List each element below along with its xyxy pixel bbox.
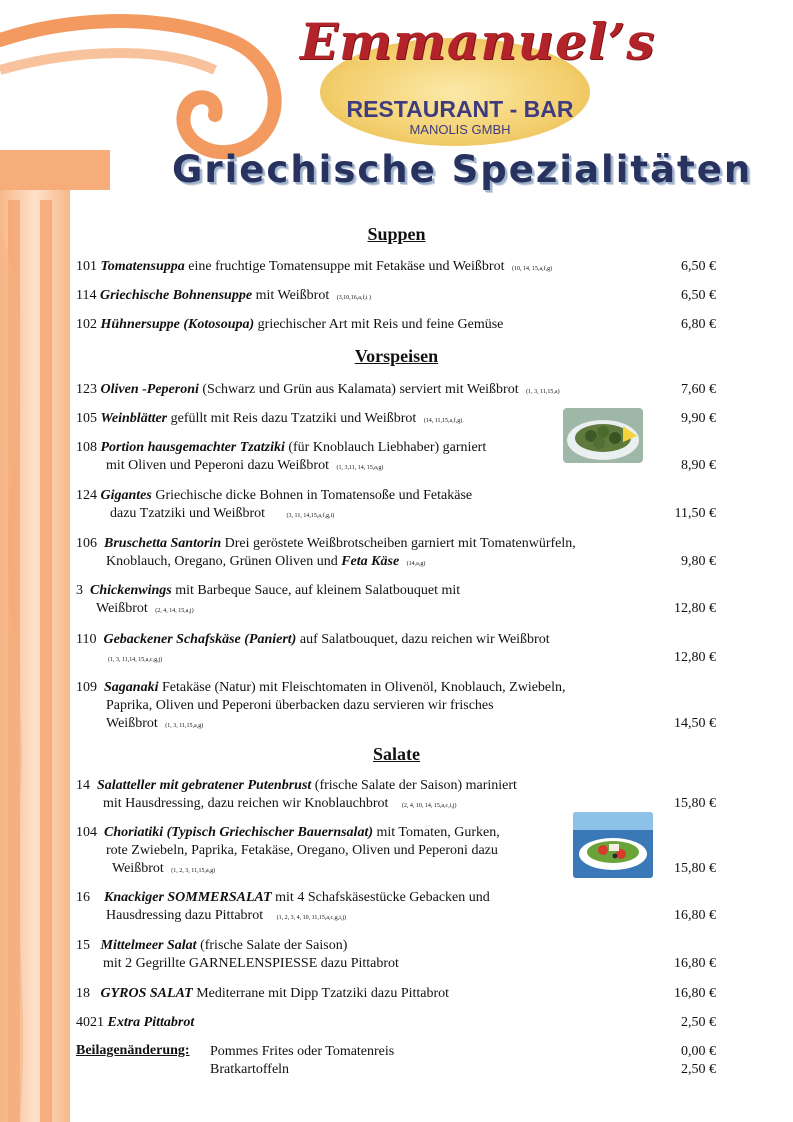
menu-item: [76, 631, 636, 669]
item-price: 16,80 €: [674, 956, 716, 971]
item-name: Saganaki: [104, 680, 159, 695]
item-description: Fetakäse (Natur) mit Fleischtomaten in Olivenöl, Knoblauch, Zwiebeln,: [161, 680, 566, 695]
item-number: 110: [76, 632, 97, 647]
item-description-line2: Hausdressing dazu Pittabrot: [106, 908, 264, 923]
item-description-line3: Weißbrot: [112, 861, 164, 876]
menu-item: [76, 889, 636, 927]
item-allergens: (1, 2, 3, 11,15,a,g): [171, 868, 216, 874]
item-allergens: (14, 11,15,a,f,g): [423, 418, 463, 424]
section-heading-salate: Salate: [373, 744, 420, 764]
item-highlight-feta: Feta Käse: [341, 554, 400, 569]
restaurant-logo: [300, 10, 656, 145]
item-description: eine fruchtige Tomatensuppe mit Fetakäse und Weißbrot: [188, 259, 505, 274]
item-description-line2: mit Oliven und Peperoni dazu Weißbrot: [106, 458, 329, 473]
item-description: griechischer Art mit Reis und feine Gemüse: [257, 317, 504, 332]
brand-company: MANOLIS GMBH: [409, 122, 511, 137]
item-price: 8,90 €: [681, 458, 716, 473]
item-description: Drei geröstete Weißbrotscheiben garniert mit Tomatenwürfeln,: [224, 536, 576, 551]
item-price: 6,50 €: [681, 259, 716, 274]
section-heading-suppen: Suppen: [367, 224, 426, 244]
item-number: 3: [76, 583, 83, 598]
item-allergens: (1, 2, 3, 4, 10, 11,15,a,c,g,i,j): [276, 915, 347, 921]
beilage-price: 0,00 €: [681, 1044, 716, 1059]
beilage-option: Pommes Frites oder Tomatenreis: [210, 1044, 395, 1059]
item-number: 15: [76, 938, 90, 953]
menu-item: [76, 258, 636, 278]
menu-item: [76, 679, 656, 735]
item-price: 7,60 €: [681, 382, 716, 397]
brand-name: Emmanuel’s: [300, 12, 656, 71]
item-price: 6,50 €: [681, 288, 716, 303]
menu-headline: Griechische Spezialitäten: [172, 148, 753, 191]
menu-item: [76, 439, 636, 477]
item-description-line2: Weißbrot: [96, 601, 148, 616]
item-name: Tomatensuppa: [100, 259, 185, 274]
item-name: Gigantes: [100, 488, 152, 503]
item-price: 12,80 €: [674, 650, 716, 665]
item-price: 16,80 €: [674, 908, 716, 923]
item-description: (frische Salate der Saison): [200, 938, 348, 953]
item-name: Gebackener Schafskäse (Paniert): [103, 632, 297, 647]
item-description: (für Knoblauch Liebhaber) garniert: [288, 440, 487, 455]
item-number: 102: [76, 317, 97, 332]
item-number: 4021: [76, 1015, 104, 1030]
item-number: 14: [76, 778, 90, 793]
item-allergens: (1, 3, 11,15,a,g): [165, 723, 204, 729]
item-description-line2: mit 2 Gegrillte GARNELENSPIESSE dazu Pittabrot: [103, 956, 399, 971]
item-allergens: (1, 3,11, 14, 15,a,g): [336, 465, 384, 471]
item-number: 124: [76, 488, 97, 503]
item-price: 15,80 €: [674, 796, 716, 811]
item-description: (frische Salate der Saison) mariniert: [314, 778, 517, 793]
item-allergens: (10, 14, 15,a,f,g): [511, 266, 553, 272]
item-number: 108: [76, 440, 97, 455]
item-number: 123: [76, 382, 97, 397]
item-description: Griechische dicke Bohnen in Tomatensoße und Fetakäse: [155, 488, 473, 503]
item-price: 12,80 €: [674, 601, 716, 616]
item-name: Portion hausgemachter Tzatziki: [100, 440, 285, 455]
item-number: 16: [76, 890, 90, 905]
item-name: Salatteller mit gebratener Putenbrust: [97, 778, 312, 793]
item-description: (Schwarz und Grün aus Kalamata) serviert mit Weißbrot: [202, 382, 519, 397]
item-number: 18: [76, 986, 90, 1001]
menu-item: [76, 824, 571, 880]
item-price: 2,50 €: [681, 1015, 716, 1030]
item-price: 11,50 €: [674, 506, 716, 521]
item-name: Oliven -Peperoni: [100, 382, 199, 397]
item-allergens: (14,a,g): [406, 561, 426, 567]
item-name: Griechische Bohnensuppe: [99, 288, 253, 303]
item-description: gefüllt mit Reis dazu Tzatziki und Weißbrot: [170, 411, 417, 426]
farmer-salad-photo: [573, 812, 653, 878]
item-allergens: (1, 3, 11,15,a): [526, 389, 560, 395]
item-description: mit 4 Schafskäsestücke Gebacken und: [275, 890, 490, 905]
item-description: mit Barbeque Sauce, auf kleinem Salatbouquet mit: [175, 583, 461, 598]
menu-item: [76, 287, 636, 307]
item-name: Knackiger SOMMERSALAT: [104, 890, 272, 905]
beilage-option: Bratkartoffeln: [210, 1062, 290, 1077]
item-number: 106: [76, 536, 97, 551]
beilagen-label: Beilagenänderung:: [76, 1043, 190, 1058]
item-description: mit Tomaten, Gurken,: [376, 825, 500, 840]
item-description-line2: mit Hausdressing, dazu reichen wir Knoblauchbrot: [103, 796, 389, 811]
item-name: Extra Pittabrot: [107, 1015, 195, 1030]
item-name: Bruschetta Santorin: [104, 536, 222, 551]
item-description-line2: Paprika, Oliven und Peperoni überbacken dazu servieren wir frisches: [106, 698, 494, 713]
item-description-line3: Weißbrot: [106, 716, 158, 731]
item-name: Mittelmeer Salat: [100, 938, 197, 953]
item-allergens: (3,10,16,a,f,i ): [336, 295, 372, 301]
item-price: 16,80 €: [674, 986, 716, 1001]
item-number: 114: [76, 288, 97, 303]
menu-item: [76, 582, 636, 620]
item-description-line2: rote Zwiebeln, Paprika, Fetakäse, Oregano, Oliven und Peperoni dazu: [106, 843, 498, 858]
item-number: 104: [76, 825, 97, 840]
menu-item: [76, 535, 666, 573]
item-allergens: (1, 3, 11,14, 15,a,c,g,j): [108, 657, 163, 663]
menu-item: [76, 316, 636, 334]
item-allergens: (2, 4, 14, 15,a,j): [155, 608, 194, 614]
section-heading-vorspeisen: Vorspeisen: [354, 346, 439, 366]
item-price: 6,80 €: [681, 317, 716, 332]
item-price: 9,80 €: [681, 554, 716, 569]
item-description: Mediterrane mit Dipp Tzatziki dazu Pittabrot: [196, 986, 450, 1001]
item-description-line2: dazu Tzatziki und Weißbrot: [110, 506, 266, 521]
menu-item: [76, 381, 636, 401]
menu-item: [76, 985, 636, 1003]
menu-item: [76, 1014, 636, 1032]
item-number: 101: [76, 259, 97, 274]
item-name: Choriatiki (Typisch Griechischer Bauernsalat): [104, 825, 374, 840]
item-price: 14,50 €: [674, 716, 716, 731]
item-price: 15,80 €: [674, 861, 716, 876]
menu-item: [76, 487, 636, 525]
menu-item: [76, 410, 636, 430]
item-name: GYROS SALAT: [100, 986, 193, 1001]
item-description: auf Salatbouquet, dazu reichen wir Weißbrot: [299, 632, 550, 647]
item-allergens: (3, 11, 14,15,a,f,g,i): [286, 513, 335, 519]
menu-item: [76, 777, 636, 815]
brand-subtitle: RESTAURANT - BAR: [346, 96, 574, 122]
item-description: mit Weißbrot: [255, 288, 330, 303]
item-name: Hühnersuppe (Kotosoupa): [100, 317, 255, 332]
item-price: 9,90 €: [681, 411, 716, 426]
beilage-price: 2,50 €: [681, 1062, 716, 1077]
item-number: 105: [76, 411, 97, 426]
item-description-line2: Knoblauch, Oregano, Grünen Oliven und: [106, 554, 338, 569]
item-name: Chickenwings: [90, 583, 172, 598]
item-number: 109: [76, 680, 97, 695]
menu-item: [76, 937, 636, 973]
item-name: Weinblätter: [100, 411, 168, 426]
item-allergens: (2, 4, 10, 14, 15,a,c,i,j): [401, 803, 457, 809]
